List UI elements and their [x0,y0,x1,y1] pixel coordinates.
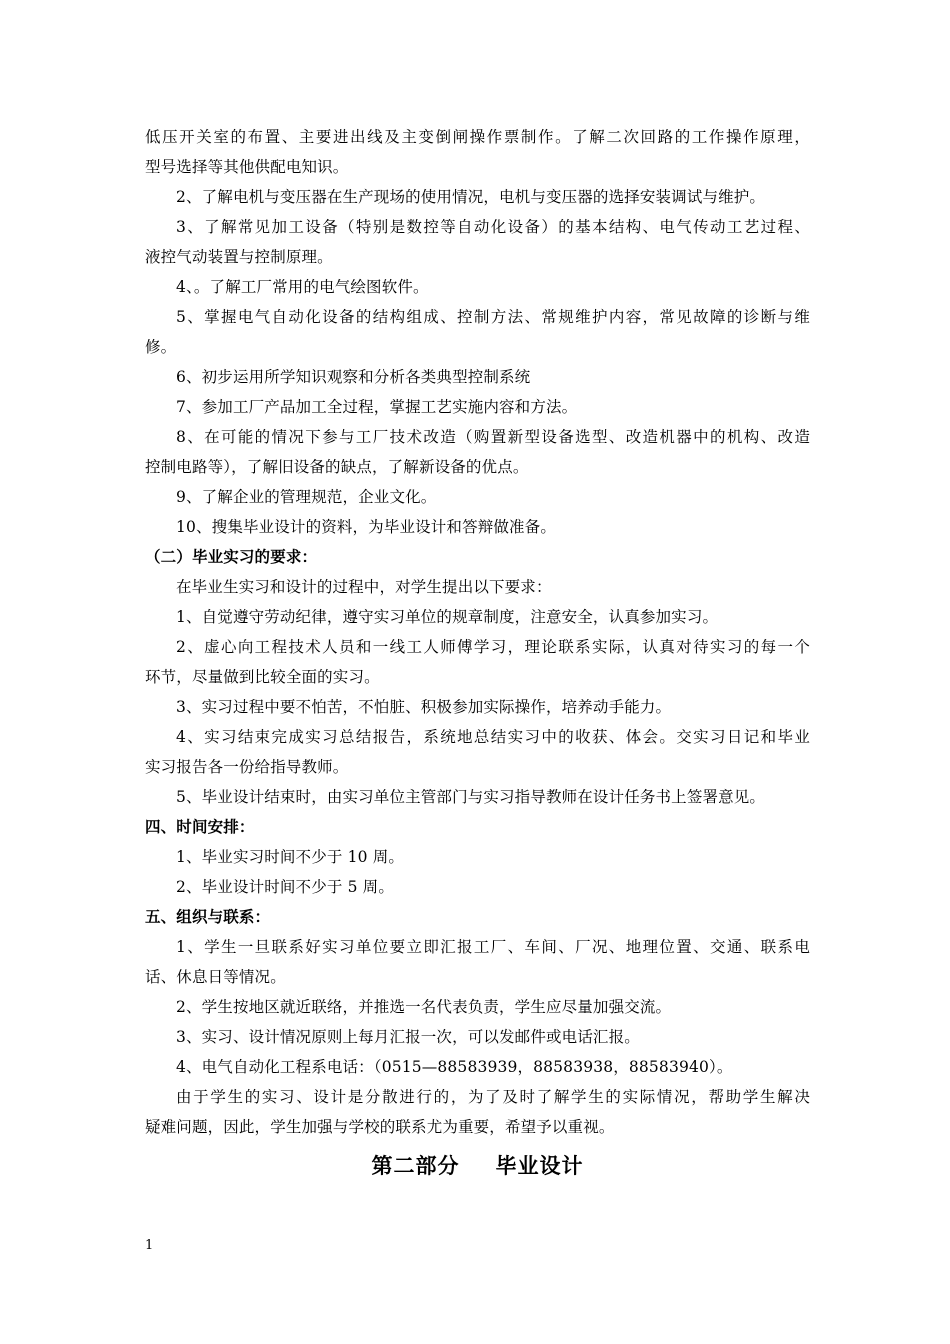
text-line: 低压开关室的布置、主要进出线及主变倒闸操作票制作。了解二次回路的工作操作原理， [145,128,810,146]
text-line: 1、自觉遵守劳动纪律，遵守实习单位的规章制度，注意安全，认真参加实习。 [176,608,719,626]
section-heading: 四、时间安排： [145,817,255,836]
section-heading: 五、组织与联系： [145,907,271,926]
text-line: 3、了解常见加工设备（特别是数控等自动化设备）的基本结构、电气传动工艺过程、 [176,218,810,236]
text-line: 10、搜集毕业设计的资料，为毕业设计和答辩做准备。 [176,518,556,536]
text-line: 8、在可能的情况下参与工厂技术改造（购置新型设备选型、改造机器中的机构、改造 [176,428,810,446]
text-line: 5、掌握电气自动化设备的结构组成、控制方法、常规维护内容，常见故障的诊断与维 [176,308,810,326]
text-line: 4、实习结束完成实习总结报告，系统地总结实习中的收获、体会。交实习日记和毕业 [176,728,810,746]
text-line: 液控气动装置与控制原理。 [145,248,333,266]
text-line: 2、了解电机与变压器在生产现场的使用情况，电机与变压器的选择安装调试与维护。 [176,188,766,206]
text-line: 环节，尽量做到比较全面的实习。 [145,668,380,686]
text-line: 4、电气自动化工程系电话：（0515—88583939，88583938，88583940）。 [176,1058,733,1076]
text-line: 3、实习、设计情况原则上每月汇报一次，可以发邮件或电话汇报。 [176,1028,640,1046]
text-line: 4、。了解工厂常用的电气绘图软件。 [176,278,429,296]
text-line: 实习报告各一份给指导教师。 [145,758,349,776]
text-line: 修。 [145,338,177,356]
text-line: 2、虚心向工程技术人员和一线工人师傅学习，理论联系实际，认真对待实习的每一个 [176,638,810,656]
text-line: 控制电路等），了解旧设备的缺点，了解新设备的优点。 [145,458,529,476]
text-line: 在毕业生实习和设计的过程中，对学生提出以下要求： [176,578,552,596]
text-line: 2、学生按地区就近联络，并推选一名代表负责，学生应尽量加强交流。 [176,998,672,1016]
text-line: 2、毕业设计时间不少于 5 周。 [176,878,394,896]
part-title-number: 第二部分 [371,1153,460,1178]
part-title-name: 毕业设计 [495,1153,584,1178]
body-text [145,122,810,1184]
text-line: 6、初步运用所学知识观察和分析各类典型控制系统 [176,368,531,386]
text-line: 3、实习过程中要不怕苦，不怕脏、积极参加实际操作，培养动手能力。 [176,698,672,716]
part-title [145,1150,810,1184]
text-line: 由于学生的实习、设计是分散进行的，为了及时了解学生的实际情况，帮助学生解决 [176,1088,810,1106]
text-line: 5、毕业设计结束时，由实习单位主管部门与实习指导教师在设计任务书上签署意见。 [176,788,766,806]
text-line: 9、了解企业的管理规范，企业文化。 [176,488,437,506]
text-line: 1、学生一旦联系好实习单位要立即汇报工厂、车间、厂况、地理位置、交通、联系电 [176,938,810,956]
text-line: 话、休息日等情况。 [145,968,286,986]
page-number: 1 [145,1238,154,1253]
text-line: 1、毕业实习时间不少于 10 周。 [176,848,404,866]
section-heading: （二）毕业实习的要求： [145,547,318,566]
text-line: 型号选择等其他供配电知识。 [145,158,349,176]
text-line: 7、参加工厂产品加工全过程，掌握工艺实施内容和方法。 [176,398,578,416]
text-line: 疑难问题，因此，学生加强与学校的联系尤为重要，希望予以重视。 [145,1118,615,1136]
